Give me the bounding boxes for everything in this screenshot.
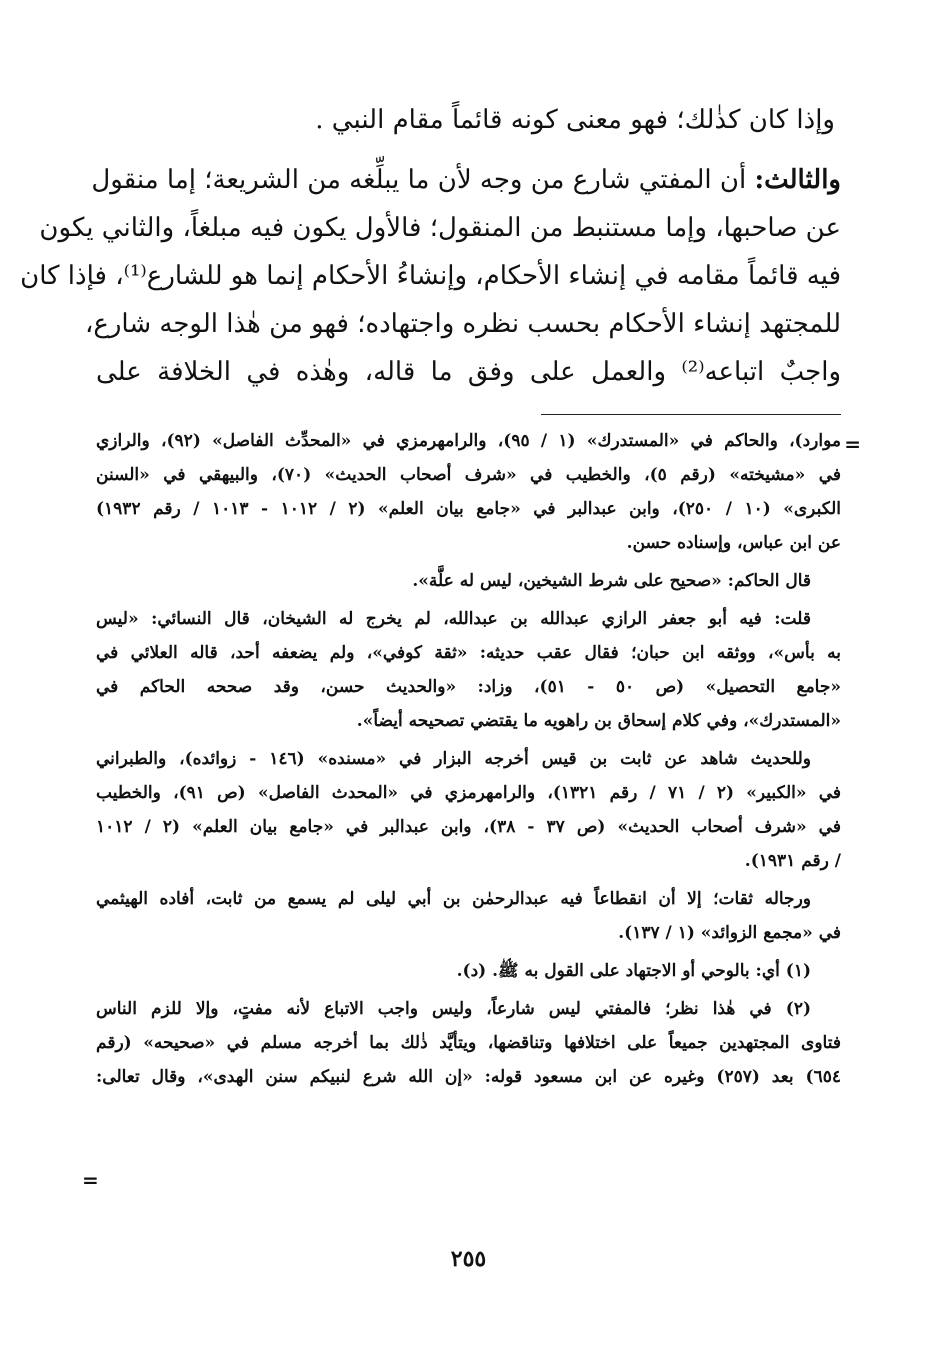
footnote-line: «جامع التحصيل» (ص ٥٠ - ٥١)، وزاد: «والحديث حسن، وقد صححه الحاكم في — [96, 677, 841, 697]
footnote-line: به بأس»، ووثقه ابن حبان؛ فقال عقب حديثه: «ثقة كوفي»، ولم يضعفه أحد، قاله العلائي في — [96, 643, 841, 663]
main-line-6: واجبٌ اتباعه⁽²⁾ والعمل على وفق ما قاله، وهٰذه في الخلافة على — [96, 357, 841, 387]
footnote-line: ٦٥٤) بعد (٢٥٧) وغيره عن ابن مسعود قوله: «إن الله شرع لنبيكم سنن الهدى»، وقال تعالى: — [96, 1067, 841, 1087]
paragraph-lead: والثالث: — [754, 165, 841, 195]
footnote-line: قال الحاكم: «صحيح على شرط الشيخين، ليس له علَّة». — [412, 571, 811, 591]
footnote-line: في «الكبير» (٢ / ٧١ / رقم ١٣٢١)، والرامهرمزي في «المحدث الفاصل» (ص ٩١)، والخطيب — [96, 783, 842, 803]
main-line-5: للمجتهد إنشاء الأحكام بحسب نظره واجتهاده؛ فهو من هٰذا الوجه شارع، — [84, 309, 841, 339]
footnote-2: (٢) في هٰذا نظر؛ فالمفتي ليس شارعاً، وليس واجب الاتباع لأنه مفتٍ، وإلا للزم الناس — [96, 999, 811, 1019]
footnote-line: عن ابن عباس، وإسناده حسن. — [626, 533, 841, 553]
footnote-line: الكبرى» (١٠ / ٢٥٠)، وابن عبدالبر في «جامع بيان العلم» (٢ / ١٠١٢ - ١٠١٣ / رقم ١٩٣٢) — [96, 499, 841, 519]
footnote-separator — [541, 414, 841, 415]
footnote-line: / رقم ١٩٣١). — [744, 851, 841, 871]
main-line-1: وإذا كان كذٰلك؛ فهو معنى كونه قائماً مقام النبي . — [315, 105, 835, 135]
footnote-1: (١) أي: بالوحي أو الاجتهاد على القول به ﷺ. (د). — [456, 961, 811, 981]
footnote-line: «المستدرك»، وفي كلام إسحاق بن راهويه ما يقتضي تصحيحه أيضاً». — [356, 711, 841, 731]
footnote-line: قلت: فيه أبو جعفر الرازي عبدالله بن عبدالله، لم يخرج له الشيخان، قال النسائي: «ليس — [96, 609, 811, 629]
footnote-continuation-mark: = — [844, 432, 861, 456]
page-number: ٢٥٥ — [450, 1246, 487, 1272]
footnote-line: في «مجمع الزوائد» (١ / ١٣٧). — [618, 923, 841, 943]
main-text — [20, 96, 841, 396]
footnote-line: فتاوى المجتهدين جميعاً على اختلافها وتناقضها، ويتأيَّد ذٰلك بما أخرجه مسلم في «صحيحه» (رقم — [96, 1033, 841, 1053]
main-line-3: عن صاحبها، وإما مستنبط من المنقول؛ فالأول يكون فيه مبلغاً، والثاني يكون — [39, 213, 841, 243]
main-line-2 — [91, 156, 841, 204]
main-line-2-rest: أن المفتي شارع من وجه لأن ما يبلِّغه من الشريعة؛ إما منقول — [91, 165, 755, 195]
footnote-line: في «شرف أصحاب الحديث» (ص ٣٧ - ٣٨)، وابن عبدالبر في «جامع بيان العلم» (٢ / ١٠١٢ — [96, 817, 841, 837]
footnotes — [96, 424, 841, 1094]
footnote-line: ورجاله ثقات؛ إلا أن انقطاعاً فيه عبدالرحمٰن بن أبي ليلى لم يسمع من ثابت، أفاده الهيثمي — [96, 889, 811, 909]
footnote-end-mark: = — [82, 1168, 99, 1192]
main-line-4: فيه قائماً مقامه في إنشاء الأحكام، وإنشاءُ الأحكام إنما هو للشارع⁽¹⁾، فإذا كان — [20, 261, 841, 291]
footnote-line: وللحديث شاهد عن ثابت بن قيس أخرجه البزار في «مسنده» (١٤٦ - زوائده)، والطبراني — [96, 749, 811, 769]
footnote-line: موارد)، والحاكم في «المستدرك» (١ / ٩٥)، والرامهرمزي في «المحدِّث الفاصل» (٩٢)، والرازي — [96, 431, 841, 451]
footnote-line: في «مشيخته» (رقم ٥)، والخطيب في «شرف أصحاب الحديث» (٧٠)، والبيهقي في «السنن — [96, 465, 841, 485]
